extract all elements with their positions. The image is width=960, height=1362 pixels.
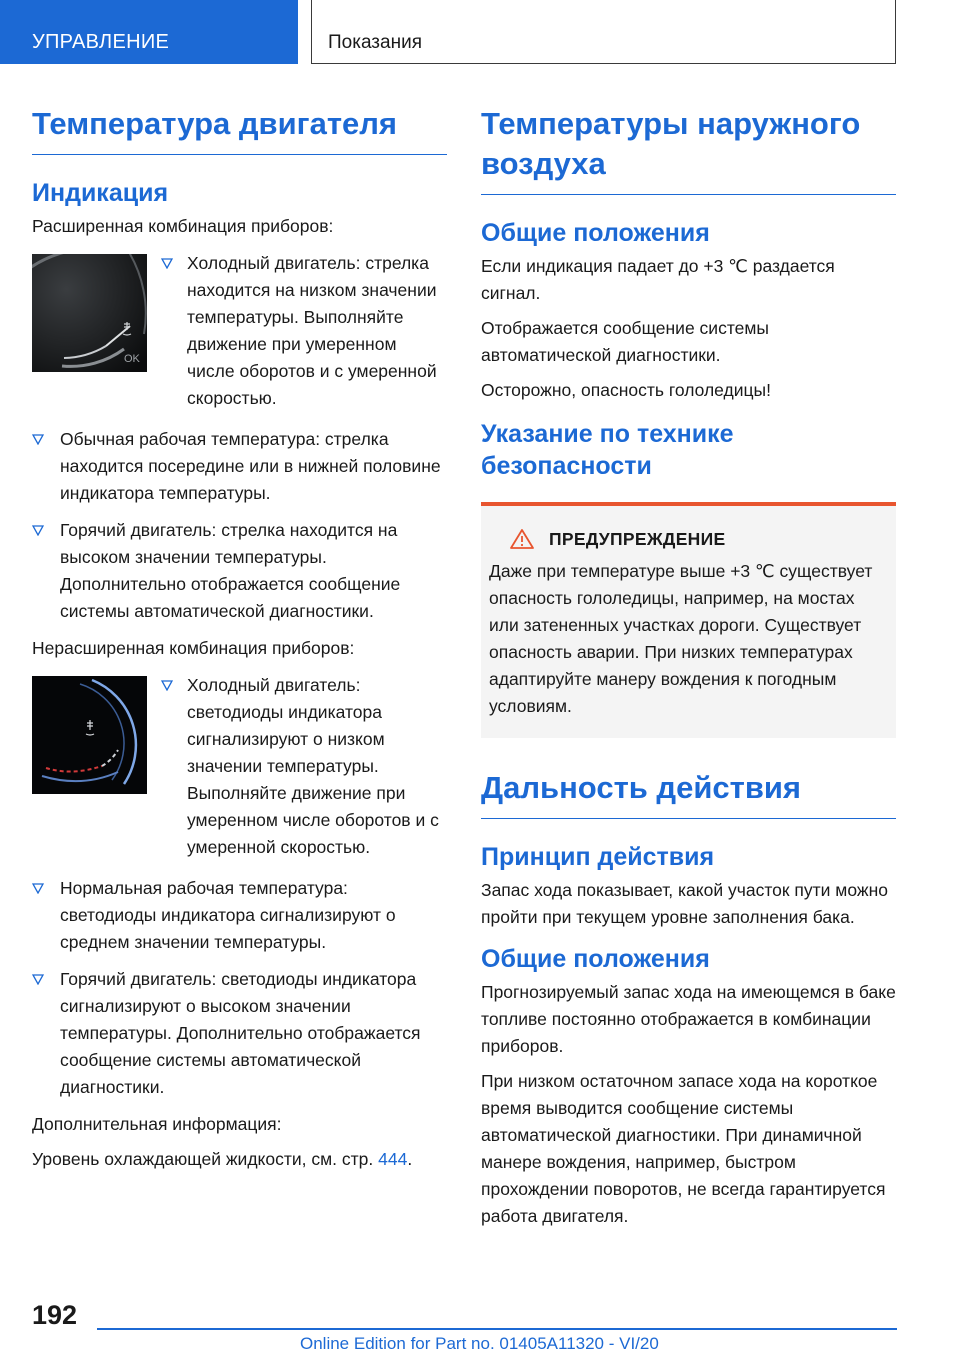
warning-title: ПРЕДУПРЕЖДЕНИЕ [549,528,726,549]
basic-cluster-image [32,676,147,794]
extended-item-normal: Обычная рабочая температура: стрелка находится посередине или в нижней половине индикатора температуры. [60,429,441,503]
extended-list-continued [32,426,447,625]
list-item [32,875,447,956]
general2-paragraph-2: При низком остаточном запасе хода на короткое время выводится сообщение системы автоматической диагностики. При динамичной манере вождения, например, быстром прохождении поворотов, не всегда гарантируется работа двигателя. [481,1071,886,1226]
coolant-page-link[interactable]: 444 [378,1149,408,1169]
triangle-bullet-icon [161,258,173,269]
list-item [32,426,447,507]
footer-edition: Online Edition for Part no. 01405A11320 - VI/20 [300,1334,659,1353]
basic-item-normal: Нормальная рабочая температура: светодиоды индикатора сигнализируют о среднем значении температуры. [60,878,396,952]
basic-item-hot: Горячий двигатель: светодиоды индикатора сигнализируют о высоком значении температуры. Дополнительно отображается сообщение системы автоматической диагностики. [60,969,421,1097]
general2-heading: Общие положения [481,945,710,973]
list-item [32,966,447,1101]
triangle-bullet-icon [32,974,44,985]
warning-text: Даже при температуре выше +3 ℃ существует опасность гололедицы, например, на мостах или затененных участках дороги. Существует опасность аварии. При низких температурах адаптируйте манеру вождения к погодным условиям. [489,561,873,716]
triangle-bullet-icon [32,525,44,536]
header-chapter-tab [311,0,896,64]
triangle-bullet-icon [32,883,44,894]
list-item [161,672,447,861]
extended-cluster-image [32,254,147,372]
outside-temp-title: Температуры наружного воздуха [481,104,896,195]
warning-box [481,502,896,738]
warning-triangle-icon [509,528,535,550]
extended-list-container [161,250,447,422]
indication-heading: Индикация [32,179,169,207]
extended-cluster-block [32,250,447,422]
right-column [481,104,896,1238]
header-section-tab [0,0,298,64]
list-item [161,250,447,412]
safety-heading: Указание по технике безопасности [481,420,734,480]
basic-list [161,672,447,861]
extra-info-label: Дополнительная информация: [32,1114,282,1134]
coolant-text: Уровень охлаждающей жидкости, см. стр. [32,1149,374,1169]
left-column [32,104,447,1173]
warning-title-row [489,528,882,550]
coolant-reference [32,1146,447,1173]
general-paragraph-1: Если индикация падает до +3 ℃ раздается сигнал. [481,256,835,303]
range-title: Дальность действия [481,768,896,819]
general-paragraph-3: Осторожно, опасность гололедицы! [481,380,771,400]
header-section-label: УПРАВЛЕНИЕ [32,31,170,53]
triangle-bullet-icon [32,434,44,445]
extended-item-cold: Холодный двигатель: стрелка находится на низком значении температуры. Выполняйте движение при умеренном числе оборотов и с умеренной скоростью. [187,253,437,408]
extended-list [161,250,447,412]
basic-cluster-intro: Нерасширенная комбинация приборов: [32,638,355,658]
general-heading: Общие положения [481,219,710,247]
principle-text: Запас хода показывает, какой участок пути можно пройти при текущем уровне заполнения бака. [481,880,888,927]
engine-temp-title: Температура двигателя [32,104,447,155]
principle-heading: Принцип действия [481,843,715,871]
basic-list-continued [32,875,447,1101]
page-number: 192 [32,1300,78,1330]
extended-cluster-intro: Расширенная комбинация приборов: [32,216,334,236]
basic-item-cold: Холодный двигатель: светодиоды индикатора сигнализируют о низком значении температуры. Выполняйте движение при умеренном числе оборотов и с умеренной скоростью. [187,675,439,857]
basic-cluster-block [32,672,447,871]
header-chapter-label: Показания [328,32,422,53]
extended-item-hot: Горячий двигатель: стрелка находится на высоком значении температуры. Дополнительно отображается сообщение системы автоматической диагностики. [60,520,401,621]
general2-paragraph-1: Прогнозируемый запас хода на имеющемся в баке топливе постоянно отображается в комбинации приборов. [481,982,896,1056]
footer-divider [97,1328,897,1330]
triangle-bullet-icon [161,680,173,691]
general-paragraph-2: Отображается сообщение системы автоматической диагностики. [481,318,769,365]
coolant-period: . [407,1149,413,1169]
basic-list-container [161,672,447,871]
list-item [32,517,447,625]
ok-label: OK [124,353,140,365]
